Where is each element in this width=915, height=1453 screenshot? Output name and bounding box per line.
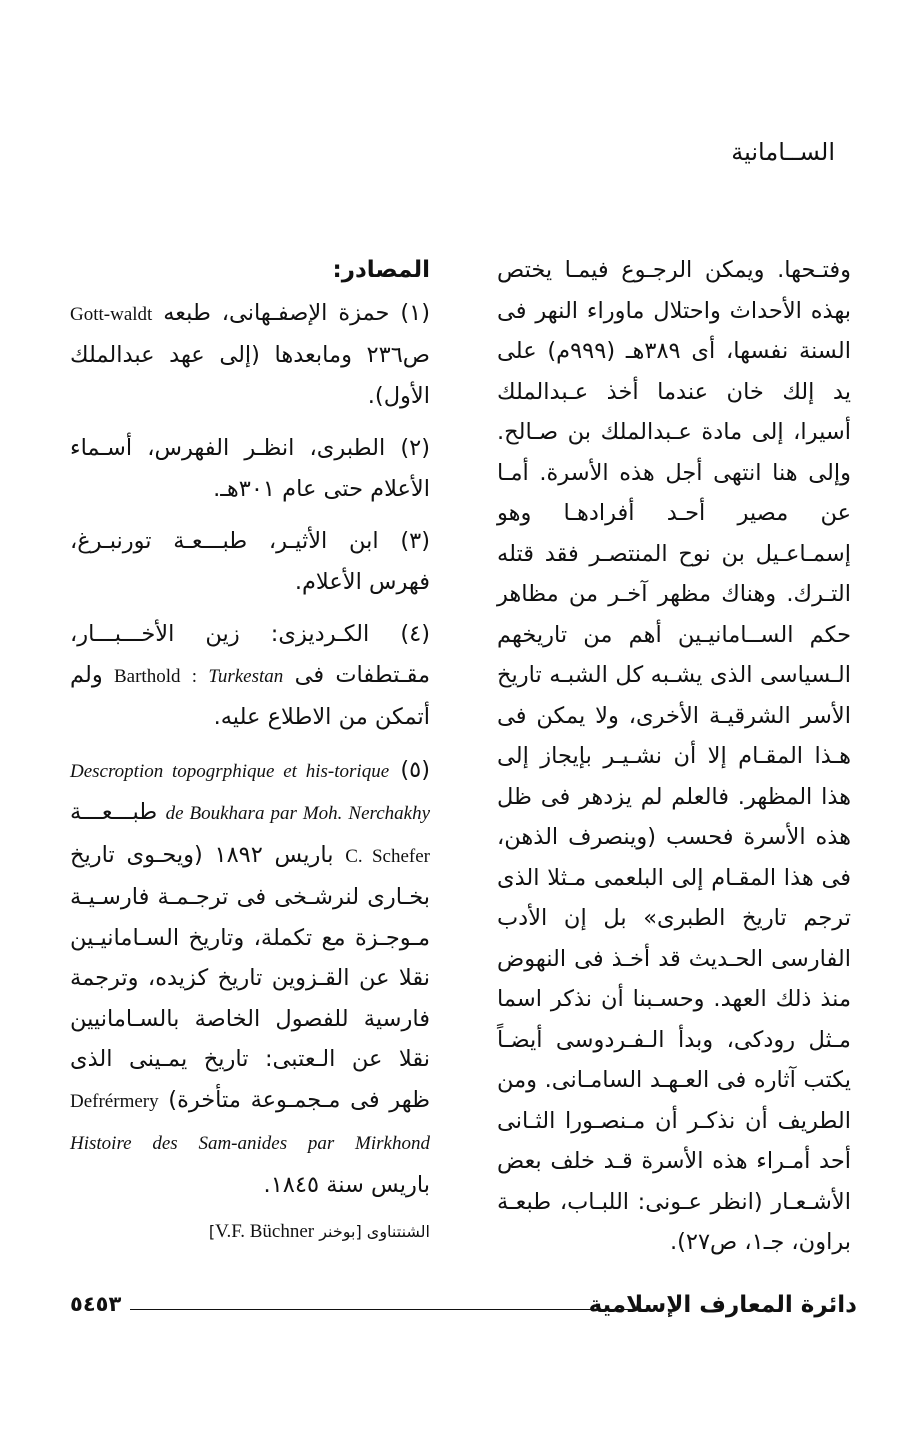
footer-rule — [130, 1309, 645, 1310]
source-note-5: (٥) Descroption topogrphique et his-torique de Boukhara par Moh. Nerchakhy طبـــعـــة C. Schefer باريس ١٨٩٢ (ويحـوى تاريخ بخـارى لنرشـخى فى ترجـمـة فارسـيـة مـوجـزة مع تكملة، وتاريخ السـامانيـين نقلا عن القـزوين تاريخ كزيده، وترجمة فارسية للفصول الخاصة بالسـامانيين نقلا عن الـعتبى: تاريخ يمـينى الذى ظهر فى مـجمـوعة متأخرة) Defrérmery Histoire des Sam-anides par Mirkhond باريس سنة ١٨٤٥. — [70, 756, 431, 1198]
main-text-column — [497, 250, 851, 1263]
latin-title: Histoire des Sam-anides par Mirkhond — [70, 1133, 430, 1154]
page-number: ٥٤٥٣ — [70, 1292, 122, 1316]
source-note-3: (٣) ابن الأثيـر، طبـــعـة تورنبـرغ، فهرس الأعلام. — [70, 528, 430, 595]
running-title: الســامانية — [731, 138, 835, 166]
main-paragraph: وفتـحها. ويمكن الرجـوع فيمـا يختص بهذه الأحداث واحتلال ماوراء النهر فى السنة نفسها، أى ٣٨٩هـ (٩٩٩م) على يد إلك خان عندما أخذ عـبدالملك أسيرا، إلى مادة عـبدالملك بن صـالح. وإلى هنا انتهى أجل هذه الأسرة. أمـا عن مصير أحـد أفرادهـا وهو إسمـاعـيل بن نوح المنتصـر فقد قتله التـرك. وهناك مظهر آخـر من مظاهر حكم الســامانيـين أهم من تاريخهم الـسياسى الذى يشـبه كل الشبـه تاريخ الأسر الشرقيـة الأخرى، ولا يمكن فى هـذا المقـام إلا أن نشـيـر بإيجاز إلى هذا المظهر. فالعلم لم يزدهر فى ظل هذه الأسرة فحسب (وينصرف الذهن، فى هذا المقـام إلى البلعمى مـثلا الذى ترجم تاريخ الطبرى» بل إن الأدب الفارسى الحـديث قد أخـذ فى النهوض منذ ذلك العهد. وحسـبنا أن نذكر اسما مـثل رودكى، وبدأ الـفـردوسى أيضـاً يكتب آثاره فى العـهـد السامـانى. ومن الطريف أن نذكـر أن مـنصـورا الثـانى أحد أمـراء هذه الأسرة قـد خلف بعض الأشـعـار (انظر عـونى: اللبـاب، طبعـة براون، جـ١، ص٢٧). — [497, 257, 851, 1255]
article-author: الشنتناوى [بوخنر V.F. Büchner] — [208, 1221, 430, 1242]
sources-column — [70, 250, 430, 1247]
latin-editor: C. Schefer — [345, 845, 430, 867]
page-footer — [70, 1288, 857, 1328]
latin-title: Turkestan — [208, 665, 284, 687]
source-note-4: (٤) الكـرديزى: زين الأخـــبـــار، مقـتطفات فى Barthold : Turkestan ولم أتمكن من الاطلاع عليه. — [70, 621, 431, 730]
latin-title: Descroption topogrphique et his-torique de Boukhara par Moh. Nerchakhy — [70, 760, 430, 824]
latin-editor: Defrérmery — [70, 1090, 159, 1112]
latin-name: Gott-waldt — [70, 303, 153, 325]
journal-title: دائرة المعارف الإسلامية — [588, 1292, 857, 1318]
latin-author: Barthold — [113, 665, 181, 687]
source-note-1: (١) حمزة الإصفـهانى، طبعه Gott-waldt ص٢٣٦ ومابعدها (إلى عهد عبدالملك الأول). — [70, 299, 430, 409]
sources-heading: المصادر: — [332, 257, 430, 283]
source-note-2: (٢) الطبرى، انظـر الفهرس، أسـماء الأعلام حتى عام ٣٠١هـ. — [70, 435, 430, 502]
